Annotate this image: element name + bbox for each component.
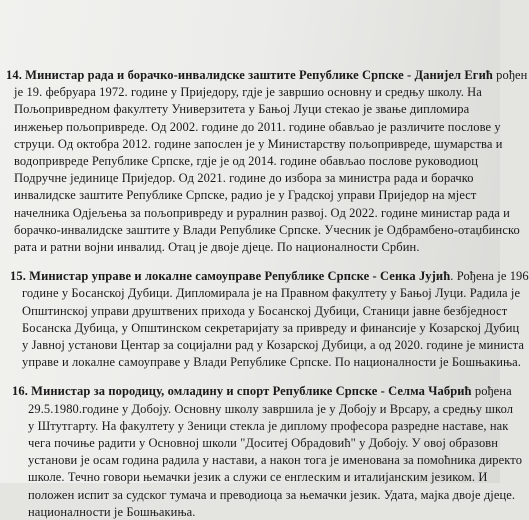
paragraph-line: Босанска Дубица, у Општинском секретаријату за привреду и финансије у Козарској Дубиц [22,320,520,335]
paragraph-line: струци. Од октобра 2012. године запослен је у Министарству пољопривреде, шумарства и [14,136,503,151]
section-15-heading [10,269,529,284]
paragraph-line: године у Босанској Дубици. Дипломирала је на Правном факултету у Бањој Луци. Радила је [22,286,521,301]
section-number: 16. [12,384,28,399]
paragraph-line: у Јавној установи Центар за социјални рад у Козарској Дубици, а од 2020. године је министа [22,338,525,352]
section-number: 15. [10,269,26,284]
section-title: Министар рада и борачко-инвалидске заштите Републике Српске - Данијел Егић [25,68,493,82]
paragraph-line: Општинској управи друштвених прихода у Босанској Дубици, Станици јавне безбједност [22,303,508,318]
section-title: Министар управе и локалне самоуправе Републике Српске - Сенка Јујић [29,269,451,284]
paragraph-line: школе. Течно говори њемачки језик а служи се енглеским и италијанским језиком. И [28,470,488,485]
paragraph-line: борачко-инвалидске заштите у Влади Републике Српске. Учесник је Одбрамбено-отаџбинско [14,222,520,237]
section-16-heading [12,384,512,399]
paragraph-line: Подручне јединице Приједор. Од 2021. године до избора за министра рада и борачко [14,171,474,186]
paragraph-line: управе и локалне самоуправе у Влади Републике Српске. По националности је Бошњакиња. [22,355,522,370]
paragraph-line: чега почиње радити у Основној школи "Доситеј Обрадовић" у Добоју. У овој образовн [28,436,499,450]
section-14-heading [6,68,527,83]
paragraph-line: водопривреде Републике Српске, гдје је од 2014. године обављао послове руководиоц [14,154,478,168]
paragraph-line: је 19. фебруара 1972. године у Приједору, гдје је завршио основну и средњу школу. На [14,85,482,100]
section-title-tail: . Рођена је 196 [450,269,529,284]
paragraph-line: положен испит за судског тумача и преводиоца за њемачки језик. Удата, мајка двоје дјеце. [28,487,516,502]
paragraph-line: рата и ратни војни инвалид. Отац је двоје дјеце. По националности Србин. [14,240,420,254]
paragraph-line: националности је Бошњакиња. [28,504,196,519]
section-number: 14. [6,68,22,82]
section-title-tail: рођен [492,68,528,82]
paragraph-line: начелника Одјељења за пољопривреду и руралнин развој. Од 2022. године министар рада и [14,205,510,220]
paragraph-line: у Штутгарту. На факултету у Зеници стекла је диплому професора разредне наставе, нак [28,418,509,433]
paragraph-line: инвалидске заштите Републике Српске, радио је у Градској управи Приједор на мјест [14,188,477,203]
section-title: Министар за породицу, омладину и спорт Републике Српске - Селма Чабрић [31,384,472,399]
paragraph-line: 29.5.1980.године у Добоју. Основну школу завршила је у Добоју и Врсару, а средњу школ [28,401,514,416]
paragraph-line: установи је осам година радила у настави, а након тога је именована за помоћника директо [28,453,523,468]
section-title-tail: рођена [471,384,512,399]
paragraph-line: инжењер пољопривреде. Од 2002. године до 2011. године обављао је различите послове у [14,119,501,134]
paragraph-line: Пољопривредном факултету Универзитета у Бањој Луци стекао је звање дипломира [14,102,470,117]
